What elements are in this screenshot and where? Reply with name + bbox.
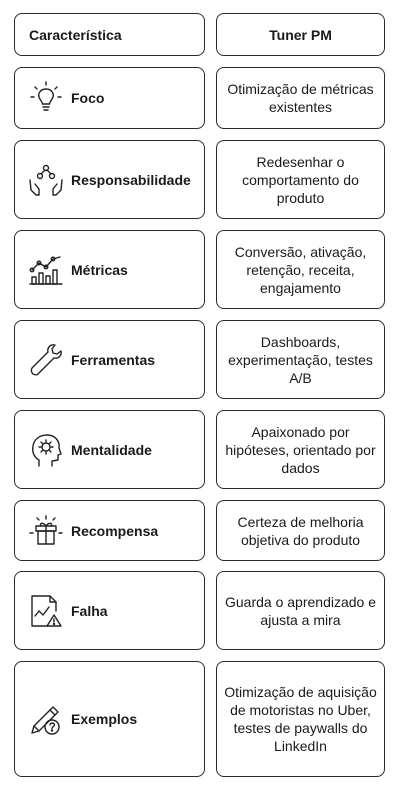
row-mentalidade <box>14 410 205 489</box>
hands-network-icon <box>25 159 67 201</box>
row-label: Foco <box>71 90 105 106</box>
row-metricas-value <box>216 230 385 309</box>
row-label: Ferramentas <box>71 351 156 368</box>
row-value: Otimização de métricas existentes <box>227 81 374 115</box>
row-value: Apaixonado por hipóteses, orientado por dados <box>225 423 376 476</box>
row-falha <box>14 571 205 650</box>
document-warning-icon <box>25 590 67 632</box>
pencil-question-icon <box>25 698 67 740</box>
row-ferramentas <box>14 320 205 399</box>
row-value: Guarda o aprendizado e ajusta a mira <box>225 593 376 628</box>
header-characteristic <box>14 13 205 56</box>
row-metricas <box>14 230 205 309</box>
row-mentalidade-value <box>216 410 385 489</box>
gift-icon <box>25 510 67 552</box>
row-label: Métricas <box>71 261 128 278</box>
row-falha-value <box>216 571 385 650</box>
head-gear-icon <box>25 429 67 471</box>
header-tuner-pm-label: Tuner PM <box>269 26 332 43</box>
lightbulb-icon <box>25 77 67 119</box>
row-recompensa <box>14 500 205 561</box>
row-responsabilidade <box>14 140 205 219</box>
row-value: Certeza de melhoria objetiva do produto <box>237 513 364 548</box>
chart-icon <box>25 249 67 291</box>
row-label: Recompensa <box>71 522 159 539</box>
row-value: Dashboards, experimentação, testes A/B <box>228 333 373 386</box>
row-label: Mentalidade <box>71 441 152 458</box>
wrench-icon <box>25 339 67 381</box>
row-label: Exemplos <box>71 711 138 727</box>
row-value: Redesenhar o comportamento do produto <box>242 153 359 206</box>
header-tuner-pm <box>216 13 385 56</box>
row-label: Falha <box>71 602 108 619</box>
row-value: Conversão, ativação, retenção, receita, engajamento <box>234 243 367 296</box>
row-label: Responsabilidade <box>71 171 191 188</box>
row-ferramentas-value <box>216 320 385 399</box>
header-characteristic-label: Característica <box>29 26 122 43</box>
row-exemplos-value <box>216 661 385 777</box>
row-exemplos <box>14 661 205 777</box>
row-value: Otimização de aquisição de motoristas no Uber, testes de paywalls do LinkedIn <box>224 684 377 754</box>
row-foco-value <box>216 67 385 129</box>
row-foco <box>14 67 205 129</box>
row-responsabilidade-value <box>216 140 385 219</box>
row-recompensa-value <box>216 500 385 561</box>
